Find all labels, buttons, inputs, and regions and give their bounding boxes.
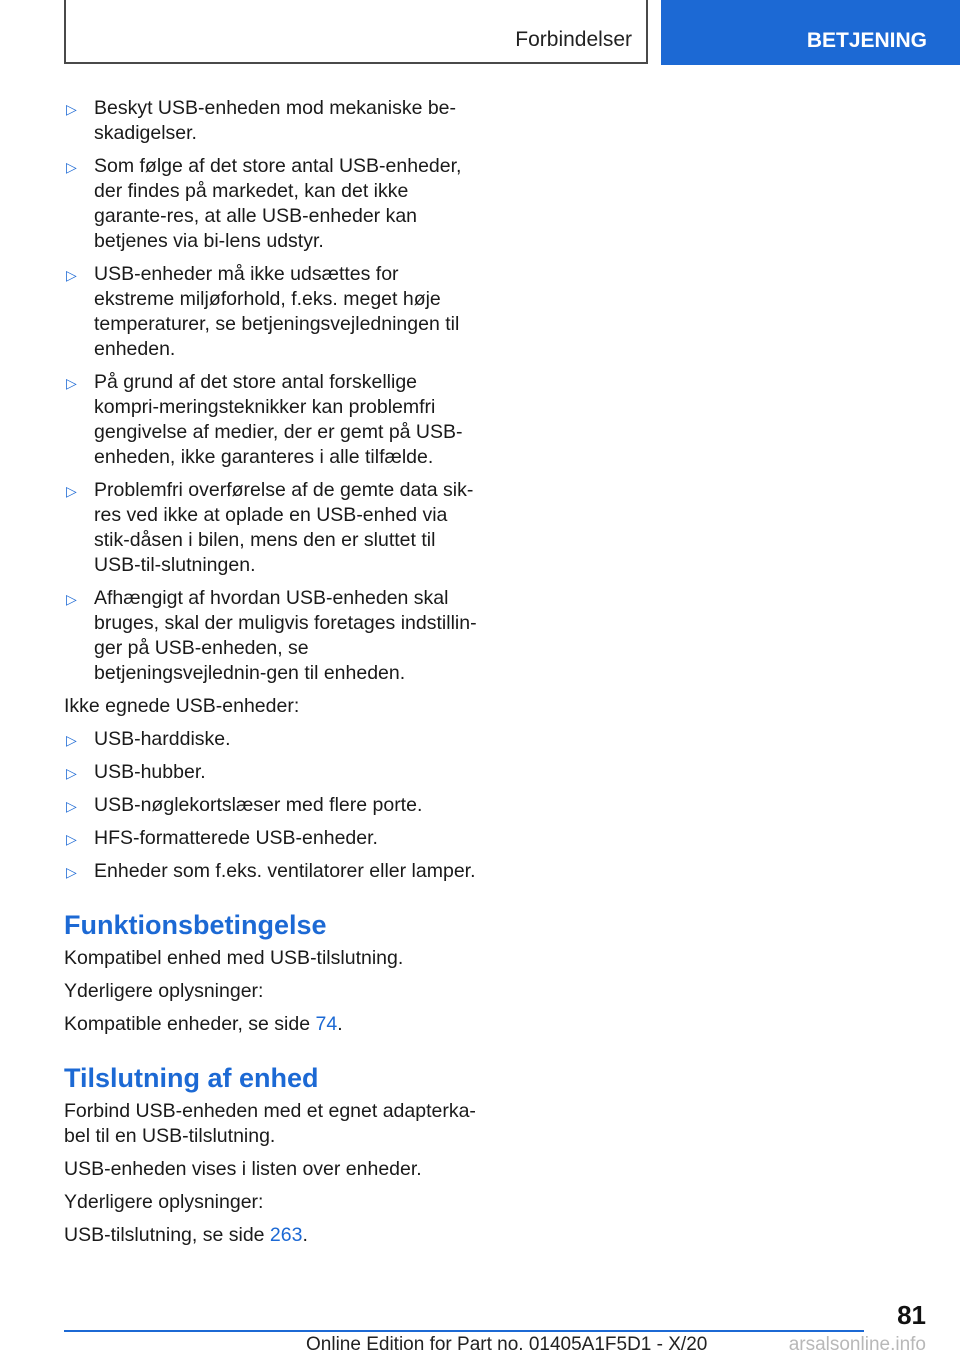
watermark-text: arsalsonline.info	[788, 1334, 926, 1355]
header-section-title: Forbindelser	[515, 28, 632, 51]
page-link-263[interactable]: 263	[269, 1224, 303, 1246]
triangle-bullet-icon: ▷	[66, 101, 77, 117]
list-item: ▷ Afhængigt af hvordan USB-enheden skal bruges, skal der muligvis foretages indstillin-ger på USB-enheden, se betjeningsvejlednin-gen til enheden.	[66, 587, 477, 684]
section-heading-function-condition: Funktionsbetingelse	[64, 910, 327, 940]
header-section-box	[64, 0, 648, 64]
triangle-bullet-icon: ▷	[66, 732, 77, 748]
page-link-74[interactable]: 74	[315, 1013, 338, 1035]
page-number: 81	[897, 1300, 926, 1330]
paragraph: Kompatibel enhed med USB-tilslutning.	[64, 947, 404, 969]
paragraph: Yderligere oplysninger:	[64, 980, 264, 1002]
paragraph: USB-enheden vises i listen over enheder.	[64, 1158, 422, 1180]
triangle-bullet-icon: ▷	[66, 798, 77, 814]
list-item: ▷ På grund af det store antal forskellige kompri-meringsteknikker kan problemfri gengivelse af medier, der er gemt på USB-enheden, ikke garanteres i alle tilfælde.	[66, 371, 463, 468]
paragraph: Forbind USB-enheden med et egnet adapterka-bel til en USB-tilslutning.	[64, 1100, 476, 1147]
triangle-bullet-icon: ▷	[66, 591, 77, 607]
triangle-bullet-icon: ▷	[66, 375, 77, 391]
list-item: ▷ USB-harddiske.	[64, 727, 484, 752]
list-item: ▷ USB-nøglekortslæser med flere porte.	[64, 793, 484, 818]
list-item: ▷ Som følge af det store antal USB-enheder, der findes på markedet, kan det ikke garante-res, at alle USB-enheder kan betjenes via bi-lens udstyr.	[66, 155, 462, 252]
triangle-bullet-icon: ▷	[66, 864, 77, 880]
unsuitable-devices-intro: Ikke egnede USB-enheder:	[64, 695, 300, 717]
list-item: ▷ USB-hubber.	[64, 760, 484, 785]
section-heading-connect-device: Tilslutning af enhed	[64, 1063, 319, 1093]
paragraph: Yderligere oplysninger:	[64, 1191, 264, 1213]
usb-notes-list	[64, 96, 484, 686]
list-item: ▷ HFS-formatterede USB-enheder.	[64, 826, 484, 851]
header-chapter-tab[interactable]: BETJENING	[661, 0, 960, 65]
list-item: ▷ Beskyt USB-enheden mod mekaniske be-skadigelser.	[66, 97, 457, 144]
triangle-bullet-icon: ▷	[66, 159, 77, 175]
triangle-bullet-icon: ▷	[66, 267, 77, 283]
paragraph: Kompatible enheder, se side 74.	[64, 1013, 343, 1035]
main-column	[64, 96, 484, 1256]
footer-edition-text: Online Edition for Part no. 01405A1F5D1 - X/20	[306, 1334, 708, 1355]
triangle-bullet-icon: ▷	[66, 831, 77, 847]
triangle-bullet-icon: ▷	[66, 483, 77, 499]
list-item: ▷ Enheder som f.eks. ventilatorer eller lamper.	[64, 859, 484, 884]
unsuitable-devices-list	[64, 727, 484, 884]
paragraph: USB-tilslutning, se side 263.	[64, 1224, 308, 1246]
triangle-bullet-icon: ▷	[66, 765, 77, 781]
list-item: ▷ USB-enheder må ikke udsættes for ekstreme miljøforhold, f.eks. meget høje temperaturer, se betjeningsvejledningen til enheden.	[66, 263, 460, 360]
list-item: ▷ Problemfri overførelse af de gemte data sik-res ved ikke at oplade en USB-enhed via stik-dåsen i bilen, mens den er sluttet til USB-til-slutningen.	[66, 479, 474, 576]
footer-divider	[64, 1330, 864, 1332]
